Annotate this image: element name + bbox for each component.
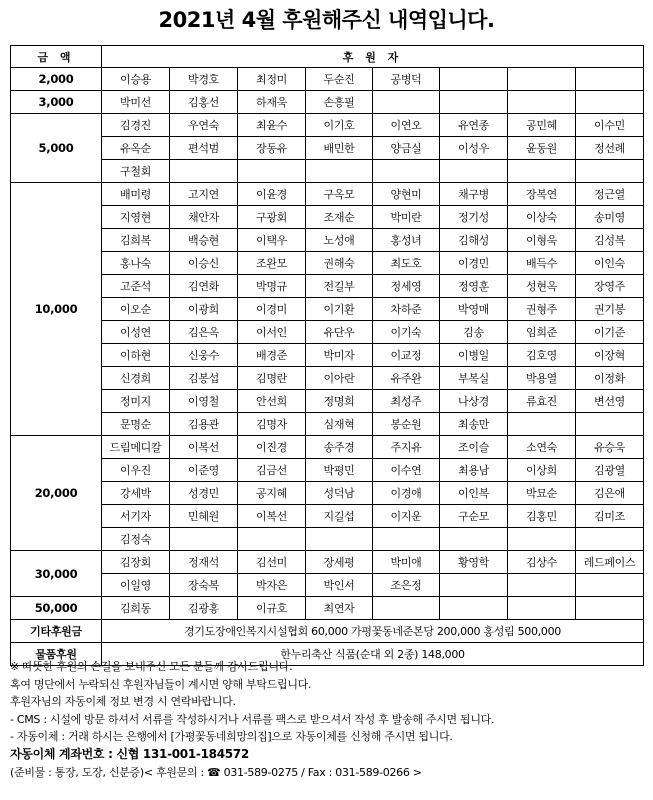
donor-name-cell: 전길부: [306, 275, 373, 298]
donor-name-cell: [508, 597, 576, 620]
donor-name-cell: 정미지: [102, 390, 170, 413]
donor-name-cell: 김상수: [508, 551, 576, 574]
table-row: [11, 321, 644, 344]
donor-name-cell: 김은애: [576, 482, 644, 505]
donor-name-cell: 구광회: [238, 206, 306, 229]
donor-name-cell: 이성연: [102, 321, 170, 344]
donor-name-cell: 김용관: [170, 413, 238, 436]
donor-name-cell: 안선희: [238, 390, 306, 413]
donor-name-cell: 이연오: [373, 114, 440, 137]
donor-name-cell: 채안자: [170, 206, 238, 229]
donor-name-cell: 윤동원: [508, 137, 576, 160]
donor-name-cell: 유주완: [373, 367, 440, 390]
donor-name-cell: [373, 91, 440, 114]
donor-name-cell: 유옥순: [102, 137, 170, 160]
donor-name-cell: [576, 597, 644, 620]
donor-name-cell: 최정미: [238, 68, 306, 91]
donor-name-cell: [508, 413, 576, 436]
note-thanks: ※ 따뜻한 후원의 손길을 보내주신 모든 분들께 감사드립니다.: [10, 660, 293, 673]
donor-name-cell: 이상숙: [508, 206, 576, 229]
donor-name-cell: 고지연: [170, 183, 238, 206]
donor-name-cell: 이준영: [170, 459, 238, 482]
donor-name-cell: 장복연: [508, 183, 576, 206]
donor-name-cell: [440, 574, 508, 597]
etc-label: 기타후원금: [11, 620, 102, 643]
donor-name-cell: 이복선: [170, 436, 238, 459]
donor-name-cell: 구옥모: [306, 183, 373, 206]
donor-name-cell: 이수연: [373, 459, 440, 482]
donor-name-cell: 정근열: [576, 183, 644, 206]
donor-name-cell: 박미자: [306, 344, 373, 367]
donor-name-cell: 신경희: [102, 367, 170, 390]
donor-name-cell: 성경민: [170, 482, 238, 505]
donor-name-cell: [576, 68, 644, 91]
table-row: [11, 390, 644, 413]
donor-name-cell: 우연숙: [170, 114, 238, 137]
amount-cell: 10,000: [11, 183, 102, 436]
amount-cell: 20,000: [11, 436, 102, 551]
note-omission: 혹여 명단에서 누락되신 후원자님들이 계시면 양해 부탁드립니다.: [10, 677, 312, 691]
donor-name-cell: 김홍민: [508, 505, 576, 528]
donor-name-cell: 성현옥: [508, 275, 576, 298]
donor-name-cell: 김희복: [102, 229, 170, 252]
donor-name-cell: 이오순: [102, 298, 170, 321]
donor-name-cell: 드림메디칼: [102, 436, 170, 459]
note-auto-transfer: - 자동이체 : 거래 하시는 은행에서 [가평꽃동네희망의집]으로 자동이체를 신청해 주시면 됩니다.: [10, 730, 453, 744]
donor-name-cell: 이지운: [373, 505, 440, 528]
donor-name-cell: [170, 160, 238, 183]
donor-name-cell: 김명자: [238, 413, 306, 436]
donor-name-cell: 조재순: [306, 206, 373, 229]
donor-name-cell: 노성애: [306, 229, 373, 252]
donor-name-cell: 정세영: [373, 275, 440, 298]
donor-name-cell: 레드페이스: [576, 551, 644, 574]
donor-name-cell: 권기봉: [576, 298, 644, 321]
donor-name-cell: [508, 68, 576, 91]
donor-name-cell: 차하준: [373, 298, 440, 321]
donor-name-cell: [576, 91, 644, 114]
donor-name-cell: 배득수: [508, 252, 576, 275]
donor-name-cell: 배민한: [306, 137, 373, 160]
donor-name-cell: 김호영: [508, 344, 576, 367]
donor-name-cell: 김장회: [102, 551, 170, 574]
donor-name-cell: [238, 528, 306, 551]
donor-name-cell: 김미조: [576, 505, 644, 528]
donor-name-cell: 박자은: [238, 574, 306, 597]
donor-name-cell: 이수민: [576, 114, 644, 137]
donor-name-cell: 박미란: [373, 206, 440, 229]
donor-name-cell: [440, 597, 508, 620]
donor-name-cell: 배미령: [102, 183, 170, 206]
donor-name-cell: [508, 160, 576, 183]
donor-name-cell: 조은정: [373, 574, 440, 597]
donor-name-cell: [306, 160, 373, 183]
donor-name-cell: 권해숙: [306, 252, 373, 275]
donor-name-cell: 김봉섭: [170, 367, 238, 390]
donor-name-cell: 봉순원: [373, 413, 440, 436]
donor-name-cell: 이일영: [102, 574, 170, 597]
donor-name-cell: 박영매: [440, 298, 508, 321]
donor-name-cell: 임희준: [508, 321, 576, 344]
table-row: [11, 367, 644, 390]
donor-name-cell: 백승현: [170, 229, 238, 252]
donor-name-cell: 서기자: [102, 505, 170, 528]
donor-name-cell: 이병일: [440, 344, 508, 367]
donor-name-cell: 이정화: [576, 367, 644, 390]
donor-name-cell: 박명규: [238, 275, 306, 298]
donor-name-cell: 김정숙: [102, 528, 170, 551]
table-row: [11, 413, 644, 436]
donor-name-cell: 이서인: [238, 321, 306, 344]
donor-name-cell: 송주경: [306, 436, 373, 459]
note-contact: (준비물 : 통장, 도장, 신분증)< 후원문의 : ☎ 031-589-0275 / Fax : 031-589-0266 >: [10, 765, 422, 779]
table-row: [11, 68, 644, 91]
donor-name-cell: 부복실: [440, 367, 508, 390]
table-row: [11, 91, 644, 114]
donor-name-cell: 김홍선: [170, 91, 238, 114]
donor-name-cell: 김은옥: [170, 321, 238, 344]
donor-name-cell: 홍나숙: [102, 252, 170, 275]
donor-name-cell: 박미애: [373, 551, 440, 574]
donor-table: [10, 45, 644, 666]
donor-name-cell: 이윤경: [238, 183, 306, 206]
donor-name-cell: 류효진: [508, 390, 576, 413]
donor-name-cell: 이아란: [306, 367, 373, 390]
donor-name-cell: 김해성: [440, 229, 508, 252]
donor-name-cell: 장세평: [306, 551, 373, 574]
table-row: [11, 551, 644, 574]
donor-name-cell: 김연화: [170, 275, 238, 298]
donor-name-cell: 구철회: [102, 160, 170, 183]
donor-name-cell: [373, 597, 440, 620]
donor-name-cell: 장동유: [238, 137, 306, 160]
amount-header: 금 액: [11, 46, 102, 68]
donor-name-cell: [508, 91, 576, 114]
donor-name-cell: [238, 160, 306, 183]
donor-name-cell: 조완모: [238, 252, 306, 275]
donor-name-cell: 이형욱: [508, 229, 576, 252]
donor-name-cell: 양금실: [373, 137, 440, 160]
donor-name-cell: 주지유: [373, 436, 440, 459]
donor-name-cell: [440, 68, 508, 91]
donor-name-cell: 장영주: [576, 275, 644, 298]
table-row: [11, 597, 644, 620]
donor-name-cell: 강세박: [102, 482, 170, 505]
donor-name-cell: 이장혁: [576, 344, 644, 367]
donor-name-cell: 이경애: [373, 482, 440, 505]
table-row: [11, 436, 644, 459]
donor-name-cell: 이택우: [238, 229, 306, 252]
donor-name-cell: 이기환: [306, 298, 373, 321]
donor-name-cell: 조이슬: [440, 436, 508, 459]
donor-name-cell: [576, 413, 644, 436]
donor-name-cell: 이하현: [102, 344, 170, 367]
page-title: 2021년 4월 후원해주신 내역입니다.: [158, 8, 495, 32]
donor-name-cell: [508, 574, 576, 597]
donor-name-cell: 이진경: [238, 436, 306, 459]
donor-name-cell: 김명란: [238, 367, 306, 390]
donor-name-cell: 이승신: [170, 252, 238, 275]
donor-name-cell: [576, 574, 644, 597]
note-cms: - CMS : 시설에 방문 하셔서 서류를 작성하시거나 서류를 팩스로 받으셔서 작성 후 발송해 주시면 됩니다.: [10, 712, 495, 726]
donor-name-cell: [170, 528, 238, 551]
donor-name-cell: 황영학: [440, 551, 508, 574]
donor-name-cell: 김송: [440, 321, 508, 344]
table-row: [11, 344, 644, 367]
donor-name-cell: 장숙복: [170, 574, 238, 597]
donor-name-cell: 이경민: [440, 252, 508, 275]
amount-cell: 50,000: [11, 597, 102, 620]
donor-name-cell: 양현미: [373, 183, 440, 206]
donor-name-cell: 최성주: [373, 390, 440, 413]
donor-name-cell: 박평민: [306, 459, 373, 482]
donor-name-cell: 두순진: [306, 68, 373, 91]
donor-name-cell: 박용열: [508, 367, 576, 390]
amount-cell: 5,000: [11, 114, 102, 183]
donor-name-cell: 구순모: [440, 505, 508, 528]
note-account: 자동이체 계좌번호 : 신협 131-001-184572: [10, 746, 249, 761]
donor-name-cell: 손흥필: [306, 91, 373, 114]
donor-name-cell: 최연자: [306, 597, 373, 620]
table-row: [11, 482, 644, 505]
donor-name-cell: 정선례: [576, 137, 644, 160]
donor-name-cell: [440, 528, 508, 551]
table-row: [11, 505, 644, 528]
donor-name-cell: 김광홍: [170, 597, 238, 620]
donor-name-cell: [576, 528, 644, 551]
table-row: [11, 528, 644, 551]
donor-name-cell: 정명희: [306, 390, 373, 413]
donor-name-cell: 권형주: [508, 298, 576, 321]
donor-name-cell: 지영현: [102, 206, 170, 229]
donor-name-cell: 공민혜: [508, 114, 576, 137]
donor-name-cell: 최윤수: [238, 114, 306, 137]
donor-name-cell: 이복선: [238, 505, 306, 528]
donor-name-cell: 이우진: [102, 459, 170, 482]
donors-header: 후 원 자: [102, 46, 644, 68]
amount-cell: 3,000: [11, 91, 102, 114]
donor-name-cell: 이승용: [102, 68, 170, 91]
donor-name-cell: [576, 160, 644, 183]
donor-name-cell: [373, 528, 440, 551]
donor-name-cell: [373, 160, 440, 183]
donor-name-cell: 정영훈: [440, 275, 508, 298]
donor-name-cell: 배경준: [238, 344, 306, 367]
donor-name-cell: 최송만: [440, 413, 508, 436]
donor-name-cell: 이경미: [238, 298, 306, 321]
donor-name-cell: 이기호: [306, 114, 373, 137]
donor-name-cell: 이상희: [508, 459, 576, 482]
donor-name-cell: [440, 160, 508, 183]
donor-name-cell: 유연종: [440, 114, 508, 137]
donor-name-cell: 박미선: [102, 91, 170, 114]
donor-name-cell: 성덕남: [306, 482, 373, 505]
table-row: [11, 183, 644, 206]
donor-name-cell: 공지혜: [238, 482, 306, 505]
goods-text: 한누리축산 식품(순대 외 2종) 148,000: [102, 643, 644, 666]
donor-name-cell: [508, 528, 576, 551]
donor-name-cell: 이인복: [440, 482, 508, 505]
etc-row: [11, 620, 644, 643]
table-row: [11, 160, 644, 183]
amount-cell: 30,000: [11, 551, 102, 597]
notes: [10, 658, 650, 781]
donor-name-cell: 고준석: [102, 275, 170, 298]
donor-name-cell: 이광희: [170, 298, 238, 321]
donor-name-cell: 김광열: [576, 459, 644, 482]
donor-name-cell: 김성복: [576, 229, 644, 252]
table-row: [11, 229, 644, 252]
table-row: [11, 298, 644, 321]
donor-name-cell: 김희동: [102, 597, 170, 620]
donor-name-cell: 홍성녀: [373, 229, 440, 252]
table-row: [11, 114, 644, 137]
note-change: 후원자님의 자동이체 정보 변경 시 연락바랍니다.: [10, 695, 236, 709]
donor-name-cell: 소연숙: [508, 436, 576, 459]
donor-name-cell: 편석범: [170, 137, 238, 160]
donor-name-cell: 유승욱: [576, 436, 644, 459]
donor-name-cell: 이규호: [238, 597, 306, 620]
donor-name-cell: 이기준: [576, 321, 644, 344]
goods-label: 물품후원: [11, 643, 102, 666]
table-header-row: [11, 46, 644, 68]
donor-name-cell: 문명순: [102, 413, 170, 436]
donor-name-cell: 박인서: [306, 574, 373, 597]
donor-name-cell: 하재욱: [238, 91, 306, 114]
donor-name-cell: 이기숙: [373, 321, 440, 344]
donor-name-cell: 정기성: [440, 206, 508, 229]
table-row: [11, 137, 644, 160]
donor-name-cell: 박경호: [170, 68, 238, 91]
donor-name-cell: 민혜원: [170, 505, 238, 528]
table-row: [11, 252, 644, 275]
table-row: [11, 574, 644, 597]
donor-name-cell: 최도호: [373, 252, 440, 275]
donor-name-cell: 공병덕: [373, 68, 440, 91]
donor-name-cell: 송미영: [576, 206, 644, 229]
donor-name-cell: 심재혁: [306, 413, 373, 436]
donor-name-cell: 유단우: [306, 321, 373, 344]
donor-name-cell: 채구병: [440, 183, 508, 206]
donor-name-cell: 정재석: [170, 551, 238, 574]
donor-name-cell: 신웅수: [170, 344, 238, 367]
etc-text: 경기도장애인복지시설협회 60,000 가평꽃동네준본당 200,000 홍성림 500,000: [102, 620, 644, 643]
table-row: [11, 206, 644, 229]
donor-name-cell: 이인숙: [576, 252, 644, 275]
donor-name-cell: [440, 91, 508, 114]
table-row: [11, 275, 644, 298]
donor-name-cell: 김경진: [102, 114, 170, 137]
table-row: [11, 459, 644, 482]
donor-name-cell: 김금선: [238, 459, 306, 482]
donor-name-cell: 김선미: [238, 551, 306, 574]
donor-name-cell: 나상경: [440, 390, 508, 413]
donor-name-cell: 이영철: [170, 390, 238, 413]
donor-name-cell: [306, 528, 373, 551]
donor-name-cell: 최용남: [440, 459, 508, 482]
donor-name-cell: 지길섭: [306, 505, 373, 528]
donor-name-cell: 이성우: [440, 137, 508, 160]
donor-name-cell: 변선영: [576, 390, 644, 413]
amount-cell: 2,000: [11, 68, 102, 91]
donor-name-cell: 박묘순: [508, 482, 576, 505]
donor-name-cell: 이교정: [373, 344, 440, 367]
